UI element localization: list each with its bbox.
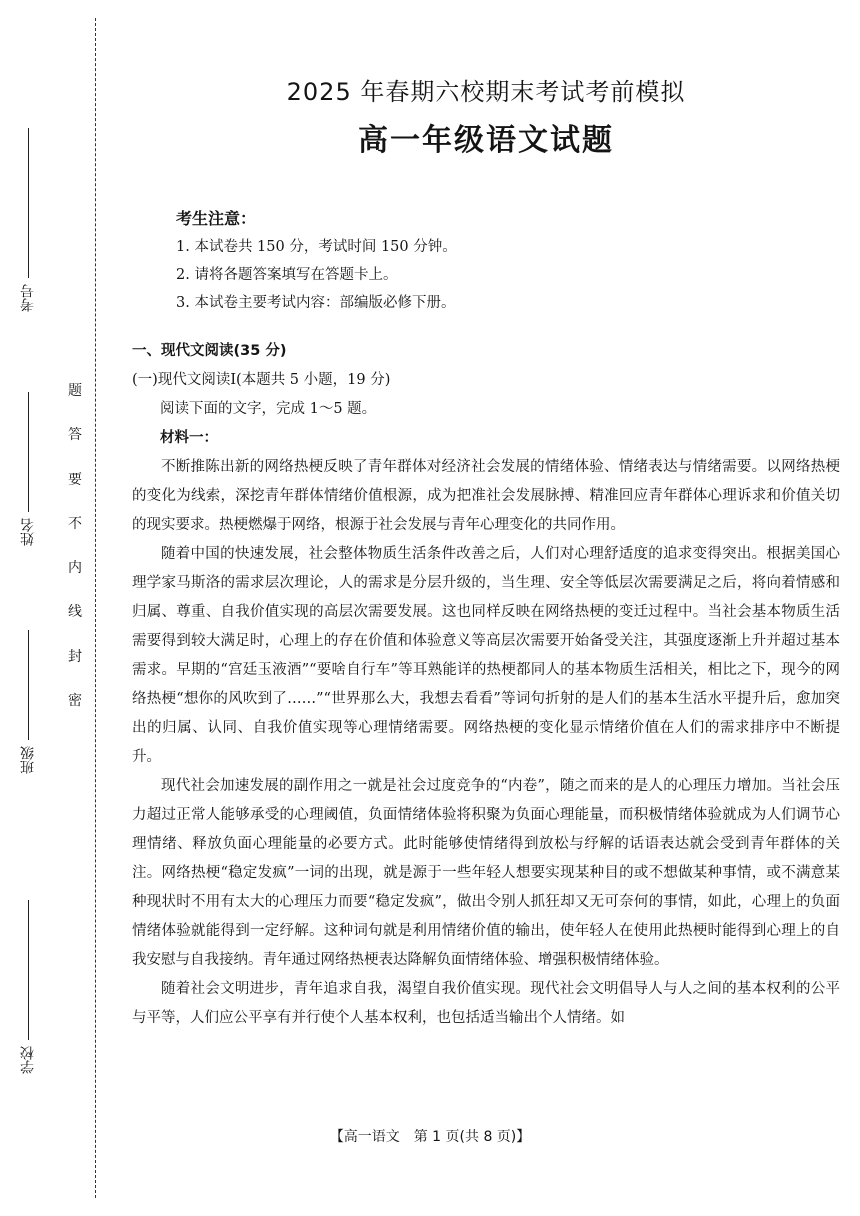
seal-char: 答: [68, 427, 82, 444]
seal-char: 封: [68, 648, 82, 665]
name-field[interactable]: [20, 392, 36, 552]
seal-char: 内: [68, 560, 82, 577]
notice-item: 3. 本试卷主要考试内容：部编版必修下册。: [176, 295, 456, 311]
school-label: 学校: [20, 1046, 36, 1074]
notice-heading: 考生注意：: [176, 209, 257, 228]
exam-page: [132, 72, 840, 1033]
exam-number-field[interactable]: [20, 128, 36, 318]
class-label: 班级: [20, 746, 36, 774]
passage-paragraph: 不断推陈出新的网络热梗反映了青年群体对经济社会发展的情绪体验、情绪表达与情绪需要。以网络热梗的变化为线索，深挖青年群体情绪价值根源，成为把准社会发展脉搏、精准回应青年群体心理诉求和价值关切的现实要求。热梗燃爆于网络，根源于社会发展与青年心理变化的共同作用。: [132, 459, 840, 533]
exam-number-label: 考号: [20, 284, 36, 312]
subsection-heading: (一)现代文阅读Ⅰ(本题共 5 小题，19 分): [132, 372, 391, 388]
exam-number-underline: [28, 128, 29, 278]
class-underline: [28, 630, 29, 740]
class-field[interactable]: [20, 630, 36, 780]
school-field[interactable]: [20, 900, 36, 1080]
exam-title: 2025 年春期六校期末考试考前模拟: [286, 78, 686, 106]
material-label: 材料一：: [160, 430, 218, 446]
seal-dashed-line: [95, 18, 96, 1198]
passage-paragraph: 现代社会加速发展的副作用之一就是社会过度竞争的“内卷”，随之而来的是人的心理压力增加。当社会压力超过正常人能够承受的心理阈值，负面情绪体验将积聚为负面心理能量，而积极情绪体验就成为人们调节心理情绪、释放负面心理能量的必要方式。此时能够使情绪得到放松与纾解的话语表达就会受到青年群体的关注。网络热梗“稳定发疯”一词的出现，就是源于一些年轻人想要实现某种目的或不想做某种事情，或不满意某种现状时不用有太大的心理压力而要“稳定发疯”，做出令别人抓狂却又无可奈何的事情，如此，心理上的负面情绪体验就能得到一定纾解。这种词句就是利用情绪价值的输出，使年轻人在使用此热梗时能得到心理上的自我安慰与自我接纳。青年通过网络热梗表达降解负面情绪体验、增强积极情绪体验。: [132, 778, 840, 968]
seal-char: 题: [68, 383, 82, 399]
school-underline: [28, 900, 29, 1040]
binding-margin: [0, 0, 100, 1216]
reading-instruction: 阅读下面的文字，完成 1～5 题。: [160, 401, 377, 417]
name-label: 姓名: [20, 518, 36, 546]
passage-paragraph: 随着中国的快速发展，社会整体物质生活条件改善之后，人们对心理舒适度的追求变得突出。根据美国心理学家马斯洛的需求层次理论，人的需求是分层升级的，当生理、安全等低层次需要满足之后，将向着情感和归属、尊重、自我价值实现的高层次需要发展。这也同样反映在网络热梗的变迁过程中。当社会基本物质生活需要得到较大满足时，心理上的存在价值和体验意义等高层次需要开始备受关注，其强度逐渐上升并超过基本需求。早期的“宫廷玉液酒”“要啥自行车”等耳熟能详的热梗都同人的基本物质生活相关，相比之下，现今的网络热梗“想你的风吹到了……”“世界那么大，我想去看看”等词句折射的是人们的基本生活水平提升后，愈加突出的归属、认同、自我价值实现等心理情绪需要。网络热梗的变化显示情绪价值在人们的需求排序中不断提升。: [132, 546, 840, 765]
notice-item: 1. 本试卷共 150 分，考试时间 150 分钟。: [176, 239, 457, 255]
page-footer: 【高一语文 第 1 页(共 8 页)】: [329, 1129, 531, 1145]
seal-char: 线: [68, 604, 82, 621]
seal-char: 不: [68, 515, 82, 532]
seal-char: 要: [68, 471, 82, 488]
candidate-notice: [132, 205, 840, 317]
seal-warning: [62, 380, 88, 710]
seal-char: 密: [68, 692, 82, 709]
name-underline: [28, 392, 29, 512]
section-heading: 一、现代文阅读(35 分): [132, 343, 287, 359]
passage-paragraph: 随着社会文明进步，青年追求自我，渴望自我价值实现。现代社会文明倡导人与人之间的基本权利的公平与平等，人们应公平享有并行使个人基本权利，也包括适当输出个人情绪。如: [132, 981, 840, 1026]
notice-item: 2. 请将各题答案填写在答题卡上。: [176, 267, 398, 283]
exam-subtitle: 高一年级语文试题: [358, 123, 614, 158]
